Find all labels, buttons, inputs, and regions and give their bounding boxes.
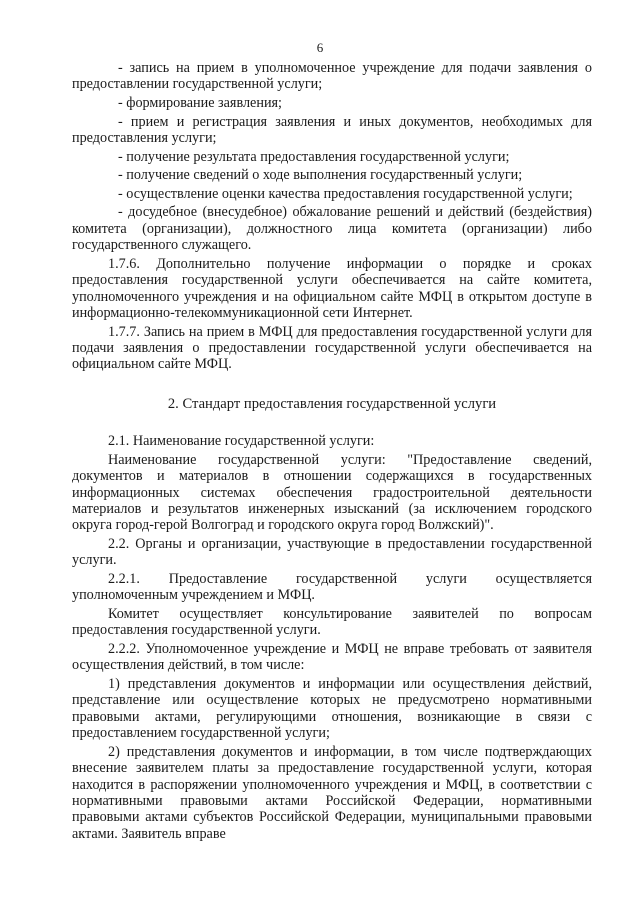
paragraph: - досудебное (внесудебное) обжалование решений и действий (бездействия) комитета (организации), должностного лица комитета (организации) либо государственного служащего. xyxy=(72,204,592,254)
paragraph: - запись на прием в уполномоченное учреждение для подачи заявления о предоставлении государственной услуги; xyxy=(72,60,592,93)
paragraph: 2.2.1. Предоставление государственной услуги осуществляется уполномоченным учреждением и МФЦ. xyxy=(72,571,592,604)
paragraph: 1.7.7. Запись на прием в МФЦ для предоставления государственной услуги для подачи заявления о предоставлении государственной услуги обеспечивается на официальном сайте МФЦ. xyxy=(72,323,592,373)
paragraph: Комитет осуществляет консультирование заявителей по вопросам предоставления государственной услуги. xyxy=(72,606,592,639)
section-heading: 2. Стандарт предоставления государственной услуги xyxy=(167,395,497,412)
paragraph: - осуществление оценки качества предоставления государственной услуги; xyxy=(118,185,573,202)
paragraph: 2.2.2. Уполномоченное учреждение и МФЦ не вправе требовать от заявителя осуществления действий, в том числе: xyxy=(72,641,592,674)
paragraph: 2) представления документов и информации, в том числе подтверждающих внесение заявителем платы за предоставление государственной услуги, которая находится в распоряжении уполномоченного учреждения и МФЦ, в соответствии с нормативными правовыми актами Российской Федерации, нормативными правовыми актами субъектов Российской Федерации, муниципальными правовыми актами. Заявитель вправе xyxy=(72,743,592,842)
paragraph: - прием и регистрация заявления и иных документов, необходимых для предоставления услуги; xyxy=(72,113,592,146)
paragraph: Наименование государственной услуги: "Предоставление сведений, документов и материалов в отношении содержащихся в государственных информационных системах обеспечения градостроительной деятельности материалов и результатов инженерных изысканий (за исключением городского округа город-герой Волгоград и городского округа город Волжский)". xyxy=(72,451,592,534)
paragraph: 1.7.6. Дополнительно получение информации о порядке и сроках предоставления государственной услуги обеспечивается на сайте комитета, уполномоченного учреждения и на официальном сайте МФЦ в открытом доступе в информационно-телекоммуникационной сети Интернет. xyxy=(72,255,592,321)
paragraph: - получение сведений о ходе выполнения государственный услуги; xyxy=(118,167,523,184)
paragraph: - формирование заявления; xyxy=(118,95,283,111)
paragraph: 2.1. Наименование государственной услуги: xyxy=(108,433,375,450)
document-body xyxy=(72,60,592,844)
paragraph: 1) представления документов и информации или осуществления действий, представление или осуществление которых не предусмотрено нормативными правовыми актами, регулирующими отношения, возникающие в связи с предоставлением государственной услуги; xyxy=(72,676,592,742)
page-number: 6 xyxy=(316,40,324,55)
paragraph: 2.2. Органы и организации, участвующие в предоставлении государственной услуги. xyxy=(72,536,592,569)
paragraph: - получение результата предоставления государственной услуги; xyxy=(118,148,510,165)
